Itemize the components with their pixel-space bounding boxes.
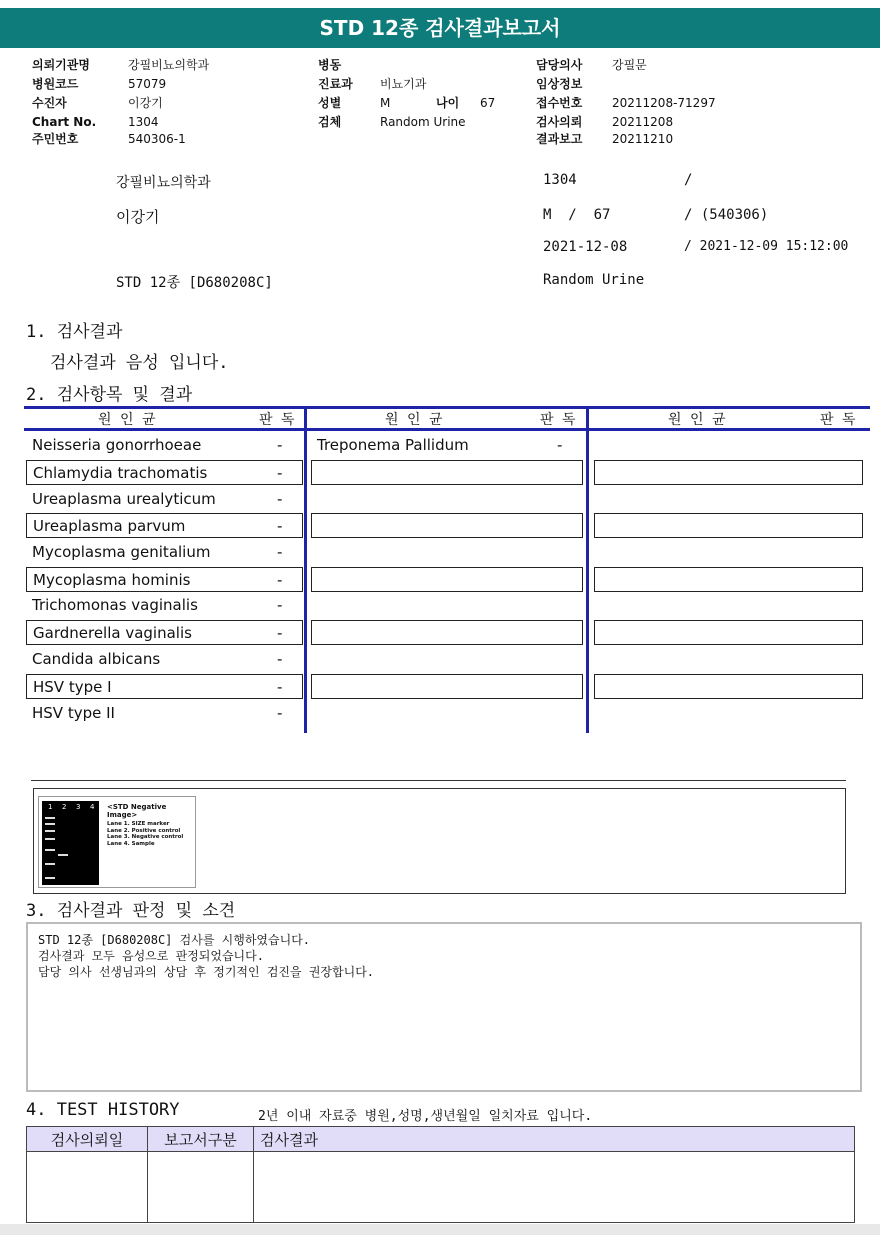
pathogen-result: - bbox=[277, 464, 283, 482]
col1-pathogen-header: 원 인 균 bbox=[98, 412, 158, 428]
col2-pathogen-header: 원 인 균 bbox=[385, 412, 445, 428]
pathogen-result: - bbox=[277, 704, 283, 722]
pathogen-name: Ureaplasma parvum bbox=[33, 517, 186, 535]
pathogen-name: Chlamydia trachomatis bbox=[33, 464, 208, 482]
marker-band bbox=[45, 863, 55, 865]
gel-lanes bbox=[42, 801, 99, 885]
summary-specimen: Random Urine bbox=[543, 272, 645, 288]
empty-cell bbox=[311, 567, 583, 592]
value-report-date: 20211210 bbox=[612, 132, 674, 146]
value-resident-no: 540306-1 bbox=[128, 132, 186, 146]
gel-lane-legend bbox=[107, 821, 183, 847]
table-row bbox=[26, 460, 303, 485]
table-row bbox=[26, 487, 303, 512]
value-hospital-code: 57079 bbox=[128, 77, 167, 91]
label-age: 나이 bbox=[436, 96, 460, 110]
pathogen-name: Mycoplasma genitalium bbox=[32, 543, 211, 561]
pathogen-result: - bbox=[277, 624, 283, 642]
col3-pathogen-header: 원 인 균 bbox=[668, 412, 728, 428]
page-footer-band bbox=[0, 1224, 880, 1235]
section4-note: 2년 이내 자료중 병원,성명,생년월일 일치자료 입니다. bbox=[258, 1109, 593, 1124]
history-empty-row bbox=[27, 1152, 855, 1223]
col2-judge-header: 판 독 bbox=[540, 412, 578, 428]
table-row bbox=[26, 674, 303, 699]
pathogen-result: - bbox=[277, 571, 283, 589]
pathogen-name: HSV type II bbox=[32, 704, 115, 722]
lane-number: 2 bbox=[62, 803, 67, 811]
label-clinical-info: 임상정보 bbox=[536, 77, 583, 91]
header-right bbox=[536, 56, 716, 149]
empty-cell bbox=[311, 620, 583, 645]
marker-band bbox=[45, 849, 55, 851]
history-table bbox=[26, 1126, 855, 1223]
pathogen-name: Ureaplasma urealyticum bbox=[32, 490, 216, 508]
table-row bbox=[26, 593, 303, 618]
label-doctor: 담당의사 bbox=[536, 58, 583, 72]
value-patient: 이강기 bbox=[128, 96, 163, 110]
label-specimen: 검체 bbox=[318, 115, 342, 129]
label-ward: 병동 bbox=[318, 58, 342, 72]
gel-caption: <STD Negative Image> bbox=[107, 803, 167, 819]
history-header-row bbox=[27, 1127, 855, 1152]
history-col-result: 검사결과 bbox=[254, 1127, 855, 1152]
label-report-date: 결과보고 bbox=[536, 132, 583, 146]
pathogen-result: - bbox=[277, 650, 283, 668]
label-accession-no: 접수번호 bbox=[536, 96, 583, 110]
pathogen-result: - bbox=[277, 596, 283, 614]
gel-image bbox=[38, 796, 196, 888]
image-divider bbox=[31, 780, 846, 781]
section2-title: 2. 검사항목 및 결과 bbox=[26, 385, 193, 405]
header-left bbox=[32, 56, 209, 149]
pathogen-result: - bbox=[277, 490, 283, 508]
marker-band bbox=[45, 838, 55, 840]
history-cell bbox=[148, 1152, 254, 1223]
value-accession-no: 20211208-71297 bbox=[612, 96, 716, 110]
label-sex: 성별 bbox=[318, 96, 342, 110]
pathogen-result: - bbox=[277, 436, 283, 454]
history-col-request-date: 검사의뢰일 bbox=[27, 1127, 148, 1152]
report-title: STD 12종 검사결과보고서 bbox=[0, 8, 880, 48]
marker-band bbox=[45, 830, 55, 832]
opinion-line: 담당 의사 선생님과의 상담 후 정기적인 검진을 권장합니다. bbox=[38, 965, 375, 979]
lane-legend-item: Lane 3. Negative control bbox=[107, 834, 184, 840]
summary-patient: 이강기 bbox=[116, 208, 160, 226]
summary-sex-age: M / 67 bbox=[543, 207, 611, 223]
summary-birth: / (540306) bbox=[684, 207, 769, 223]
summary-report-date: / 2021-12-09 15:12:00 bbox=[684, 239, 849, 254]
opinion-line: STD 12종 [D680208C] 검사를 시행하였습니다. bbox=[38, 933, 311, 947]
marker-band bbox=[45, 823, 55, 825]
pathogen-name: Treponema Pallidum bbox=[317, 436, 469, 454]
table-row bbox=[26, 701, 303, 726]
empty-cell bbox=[311, 513, 583, 538]
section1-result: 검사결과 음성 입니다. bbox=[50, 353, 229, 373]
label-request-date: 검사의뢰 bbox=[536, 115, 583, 129]
value-doctor: 강필문 bbox=[612, 58, 647, 72]
table-row bbox=[311, 433, 583, 458]
pathogen-name: Neisseria gonorrhoeae bbox=[32, 436, 202, 454]
value-request-date: 20211208 bbox=[612, 115, 674, 129]
label-patient: 수진자 bbox=[32, 96, 67, 110]
history-cell bbox=[254, 1152, 855, 1223]
summary-clinic: 강필비뇨의학과 bbox=[116, 175, 211, 191]
lane-number: 1 bbox=[48, 803, 53, 811]
value-sex: M bbox=[380, 96, 391, 110]
pathogen-result: - bbox=[277, 543, 283, 561]
label-hospital-code: 병원코드 bbox=[32, 77, 79, 91]
lane-number: 4 bbox=[90, 803, 95, 811]
pathogen-name: Trichomonas vaginalis bbox=[32, 596, 198, 614]
pathogen-result: - bbox=[557, 436, 563, 454]
pathogen-result: - bbox=[277, 517, 283, 535]
lane-legend-item: Lane 1. SIZE marker bbox=[107, 821, 170, 827]
empty-cell bbox=[594, 567, 863, 592]
label-resident-no: 주민번호 bbox=[32, 132, 79, 146]
section1-title: 1. 검사결과 bbox=[26, 322, 123, 342]
opinion-box bbox=[26, 922, 862, 1092]
marker-band bbox=[45, 877, 55, 879]
table-row bbox=[26, 647, 303, 672]
value-age: 67 bbox=[480, 96, 496, 110]
positive-control-band bbox=[58, 854, 68, 856]
label-clinic: 의뢰기관명 bbox=[32, 58, 90, 72]
opinion-line: 검사결과 모두 음성으로 판정되었습니다. bbox=[38, 949, 264, 963]
empty-cell bbox=[594, 460, 863, 485]
empty-cell bbox=[594, 513, 863, 538]
empty-cell bbox=[311, 460, 583, 485]
section4-title: 4. TEST HISTORY bbox=[26, 1100, 180, 1120]
history-cell bbox=[27, 1152, 148, 1223]
value-department: 비뇨기과 bbox=[380, 77, 427, 91]
history-col-report-type: 보고서구분 bbox=[148, 1127, 254, 1152]
pathogen-name: HSV type I bbox=[33, 678, 112, 696]
lane-legend-item: Lane 2. Positive control bbox=[107, 827, 181, 834]
summary-request-date: 2021-12-08 bbox=[543, 239, 628, 255]
grid-divider-2 bbox=[586, 406, 589, 733]
label-chart-no: Chart No. bbox=[32, 115, 97, 129]
table-row bbox=[26, 513, 303, 538]
summary-slash: / bbox=[684, 172, 693, 188]
table-row bbox=[26, 540, 303, 565]
lane-legend-item: Lane 4. Sample bbox=[107, 840, 155, 847]
header-mid bbox=[318, 56, 495, 132]
col3-judge-header: 판 독 bbox=[820, 412, 858, 428]
label-department: 진료과 bbox=[318, 77, 353, 91]
empty-cell bbox=[311, 674, 583, 699]
table-row bbox=[26, 433, 303, 458]
marker-band bbox=[45, 817, 55, 819]
pathogen-result: - bbox=[277, 678, 283, 696]
value-specimen: Random Urine bbox=[380, 115, 466, 129]
empty-cell bbox=[594, 674, 863, 699]
pathogen-name: Mycoplasma hominis bbox=[33, 571, 191, 589]
section3-title: 3. 검사결과 판정 및 소견 bbox=[26, 901, 236, 921]
pathogen-name: Candida albicans bbox=[32, 650, 161, 668]
col1-judge-header: 판 독 bbox=[259, 412, 297, 428]
lane-number: 3 bbox=[76, 803, 81, 811]
value-chart-no: 1304 bbox=[128, 115, 159, 129]
value-clinic: 강필비뇨의학과 bbox=[128, 58, 210, 72]
summary-test-name: STD 12종 [D680208C] bbox=[116, 275, 273, 291]
summary-chart: 1304 bbox=[543, 172, 577, 188]
pathogen-name: Gardnerella vaginalis bbox=[33, 624, 192, 642]
table-row bbox=[26, 567, 303, 592]
empty-cell bbox=[594, 620, 863, 645]
grid-divider-1 bbox=[304, 406, 307, 733]
table-row bbox=[26, 620, 303, 645]
